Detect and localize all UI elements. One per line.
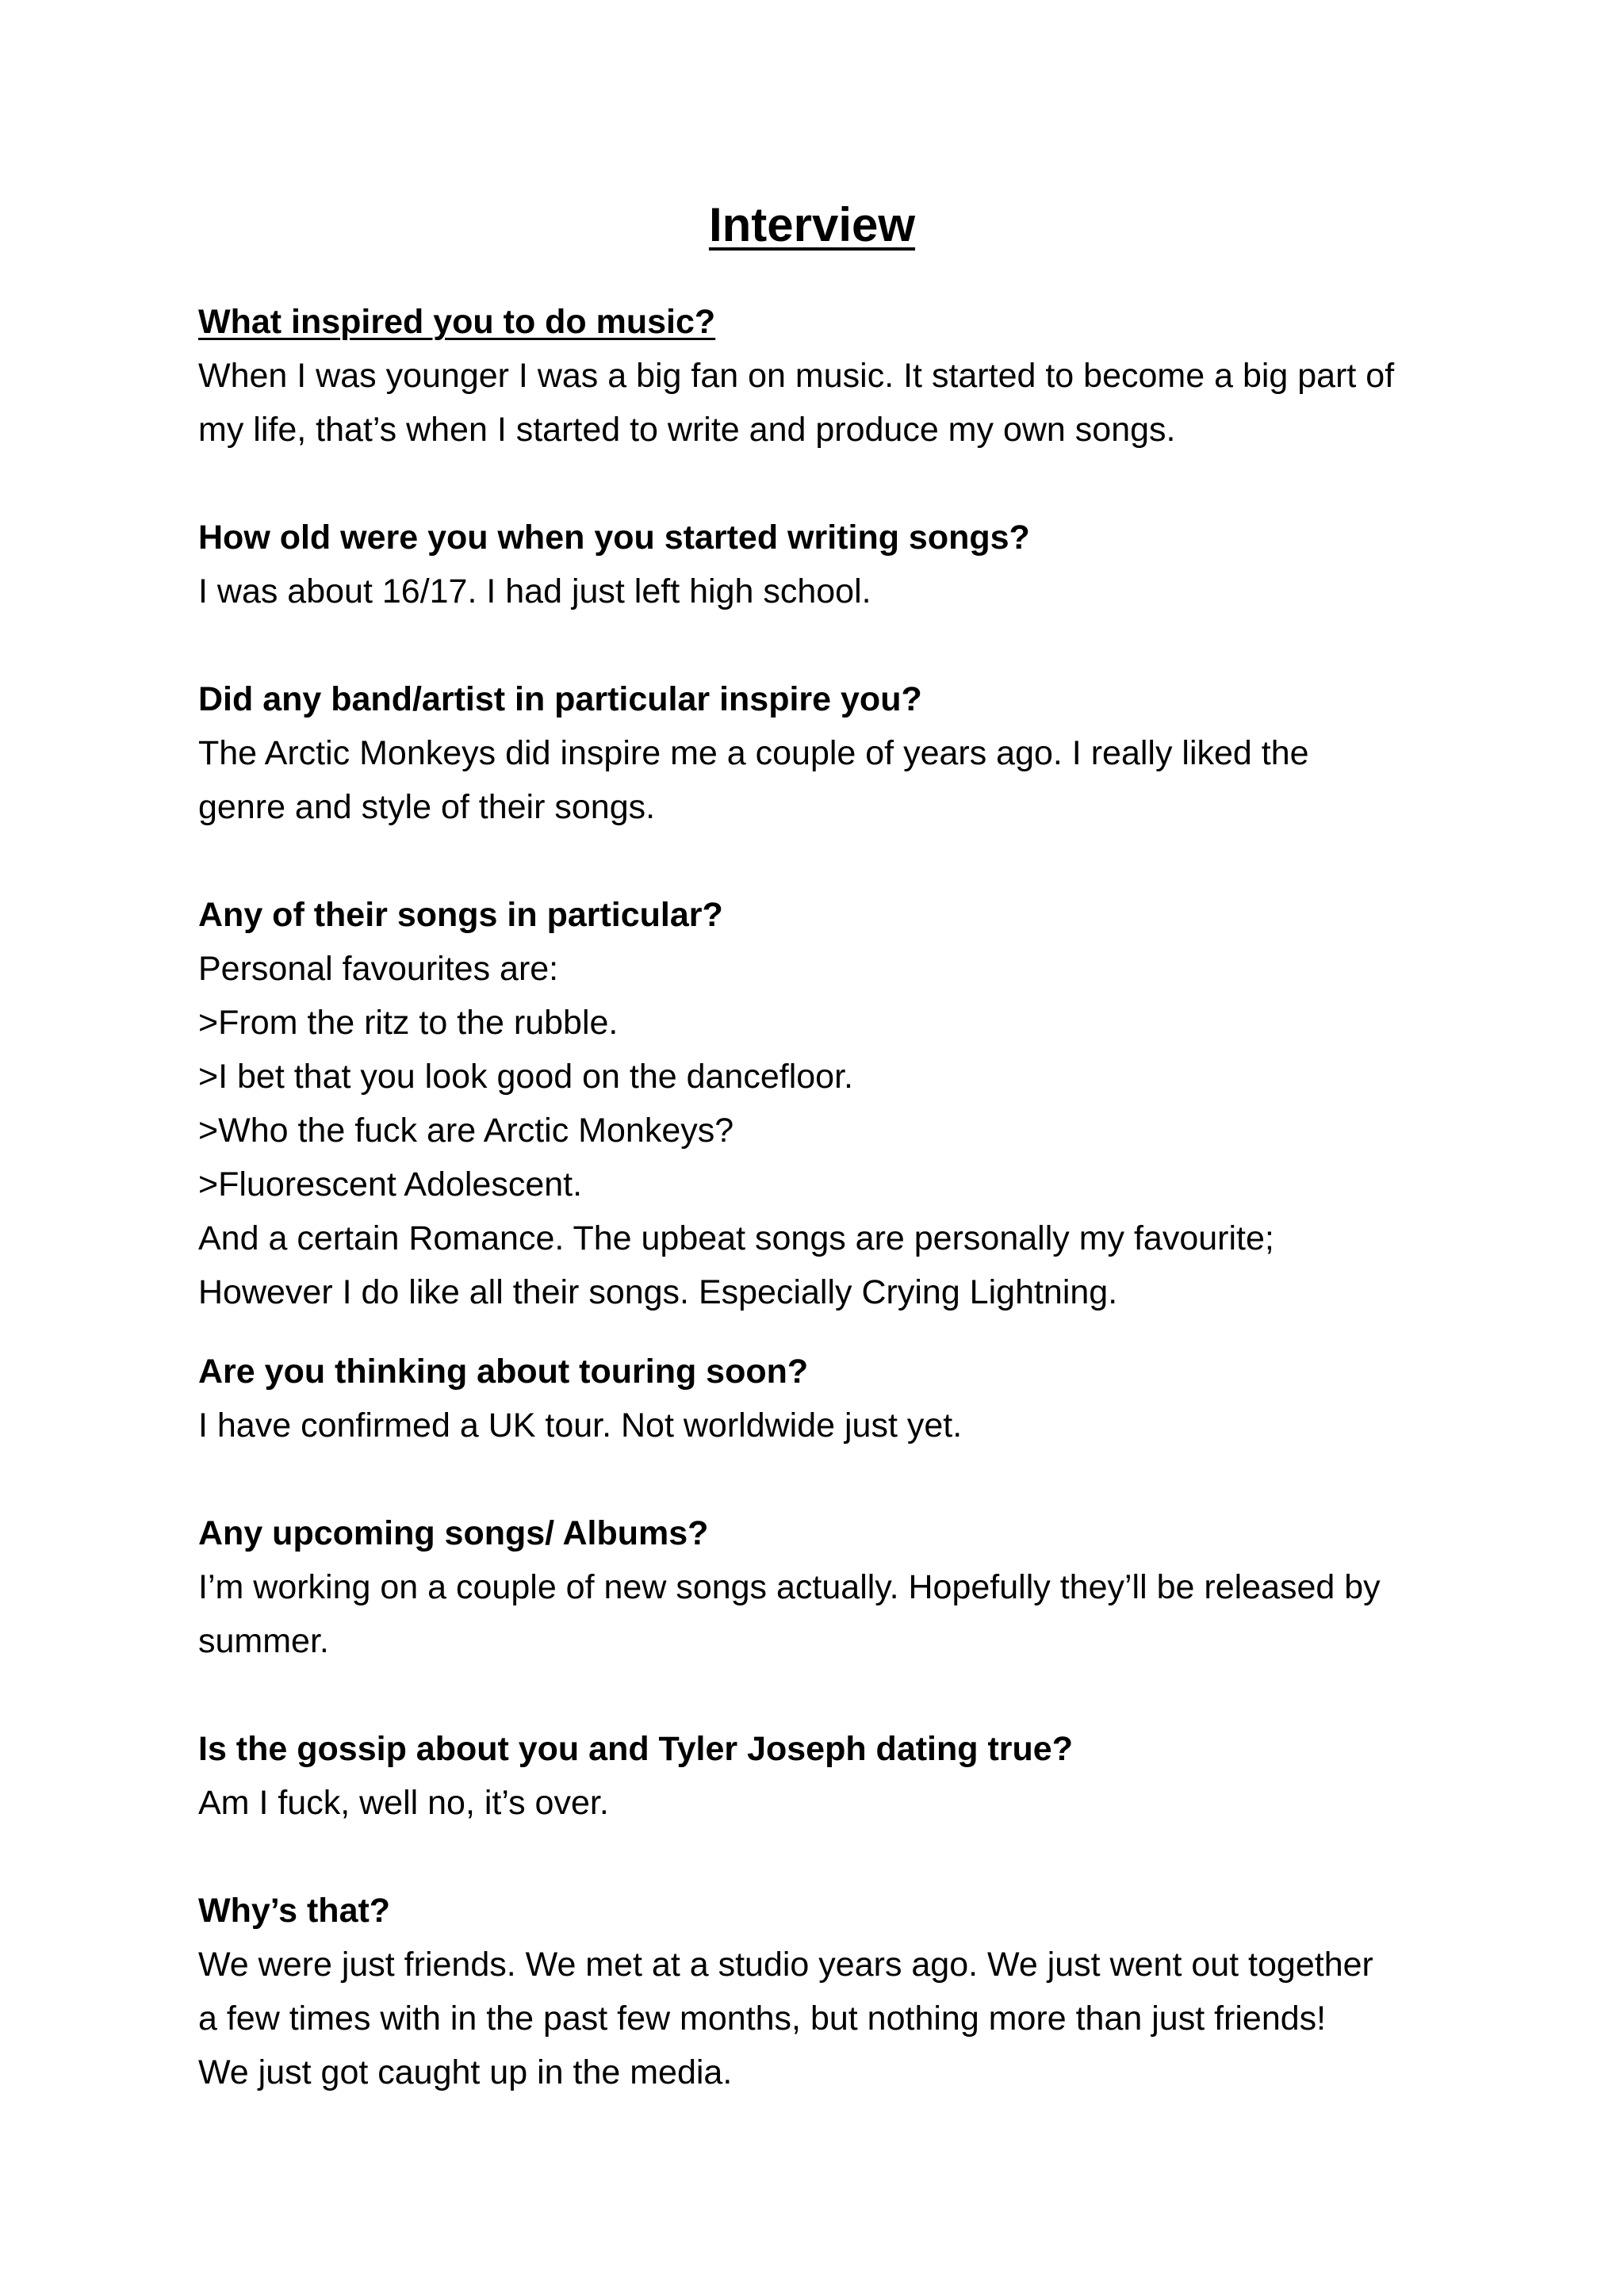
answer-line: >I bet that you look good on the dancefloor.: [198, 1058, 853, 1096]
answer-line: However I do like all their songs. Especially Crying Lightning.: [198, 1273, 1118, 1311]
answer-line: When I was younger I was a big fan on music. It started to become a big part of: [198, 357, 1395, 395]
qa-item: [198, 672, 1451, 834]
answer-line: genre and style of their songs.: [198, 788, 656, 826]
answer-line: >Who the fuck are Arctic Monkeys?: [198, 1112, 734, 1150]
question: Are you thinking about touring soon?: [198, 1353, 809, 1391]
qa-item: [198, 1884, 1451, 2099]
qa-item: [198, 511, 1451, 618]
answer-line: a few times with in the past few months, but nothing more than just friends!: [198, 1999, 1327, 2038]
answer-line: I’m working on a couple of new songs actually. Hopefully they’ll be released by: [198, 1568, 1381, 1606]
answer-line: summer.: [198, 1622, 329, 1660]
qa-item: [198, 295, 1451, 457]
question: How old were you when you started writing songs?: [198, 519, 1030, 557]
answer-line: Am I fuck, well no, it’s over.: [198, 1784, 609, 1822]
answer-line: >From the ritz to the rubble.: [198, 1004, 619, 1042]
question: Any upcoming songs/ Albums?: [198, 1514, 709, 1552]
question: Did any band/artist in particular inspire you?: [198, 680, 922, 718]
question: Is the gossip about you and Tyler Joseph dating true?: [198, 1730, 1073, 1768]
answer-line: And a certain Romance. The upbeat songs are personally my favourite;: [198, 1219, 1274, 1257]
qa-item: [198, 1345, 1451, 1452]
answer-line: >Fluorescent Adolescent.: [198, 1165, 583, 1203]
answer-line: Personal favourites are:: [198, 950, 559, 988]
qa-item: [198, 888, 1451, 1319]
answer-line: I have confirmed a UK tour. Not worldwide just yet.: [198, 1406, 963, 1445]
qa-item: [198, 1506, 1451, 1668]
question: What inspired you to do music?: [198, 303, 716, 341]
qa-item: [198, 1722, 1451, 1830]
answer-line: I was about 16/17. I had just left high school.: [198, 572, 871, 610]
answer-line: my life, that’s when I started to write and produce my own songs.: [198, 411, 1176, 449]
answer-line: We were just friends. We met at a studio years ago. We just went out together: [198, 1946, 1373, 1984]
interview-content: [198, 295, 1451, 2099]
answer-line: We just got caught up in the media.: [198, 2053, 733, 2091]
document-title: Interview: [708, 198, 916, 251]
question: Why’s that?: [198, 1892, 391, 1930]
question: Any of their songs in particular?: [198, 896, 723, 934]
answer-line: The Arctic Monkeys did inspire me a couple of years ago. I really liked the: [198, 734, 1309, 772]
